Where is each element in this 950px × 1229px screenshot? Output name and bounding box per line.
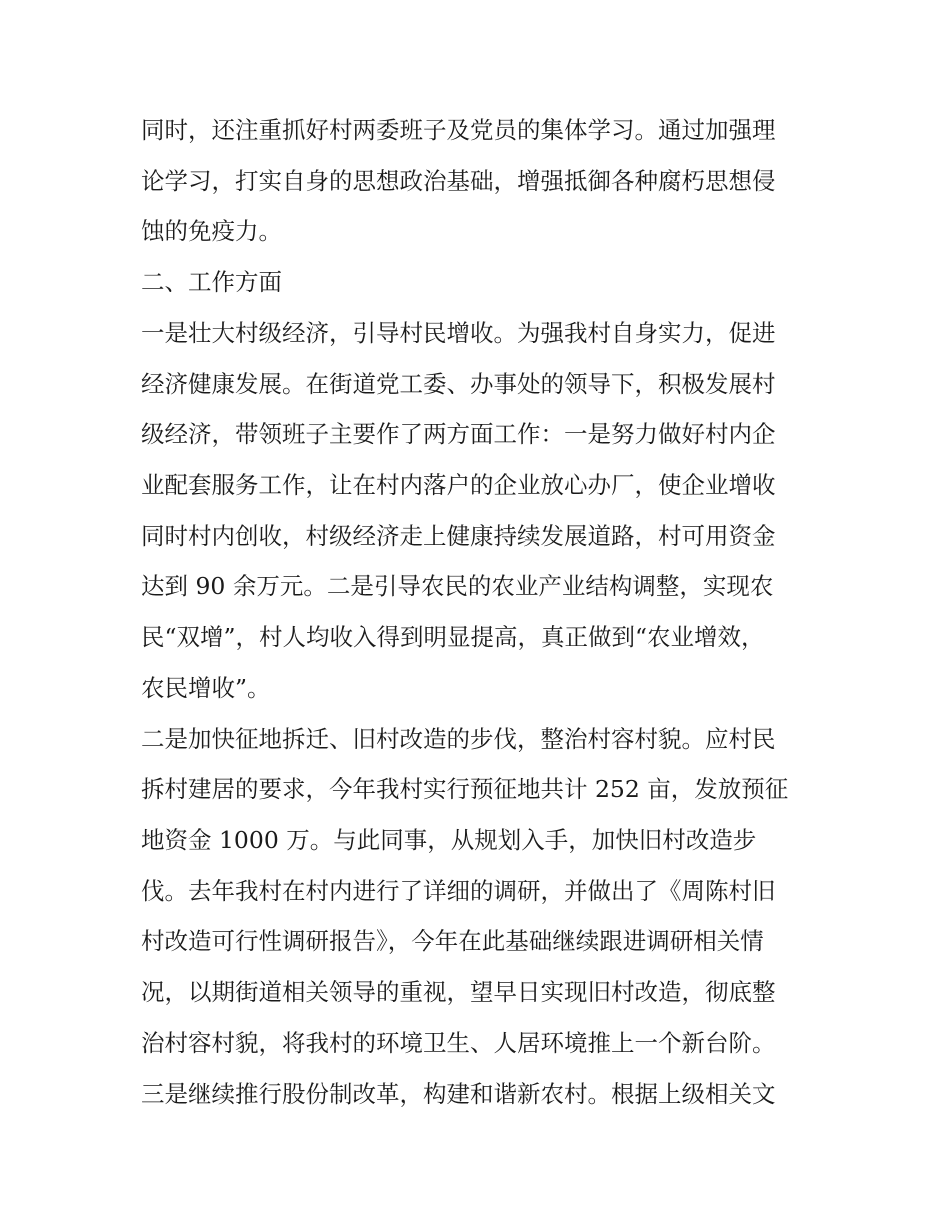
text-line: 经济健康发展。在街道党工委、办事处的领导下，积极发展村 [141, 370, 776, 398]
text-line: 二是加快征地拆迁、旧村改造的步伐，整治村容村貌。应村民 [141, 725, 776, 753]
text-line: 伐。去年我村在村内进行了详细的调研，并做出了《周陈村旧 [141, 877, 776, 905]
text-line: 蚀的免疫力。 [141, 217, 282, 245]
section-heading: 二、工作方面 [141, 268, 282, 296]
text-line: 农民增收”。 [141, 674, 271, 702]
text-line: 村改造可行性调研报告》，今年在此基础继续跟进调研相关情 [141, 927, 764, 955]
text-line: 一是壮大村级经济，引导村民增收。为强我村自身实力，促进 [141, 319, 776, 347]
text-line: 治村容村貌，将我村的环境卫生、人居环境推上一个新台阶。 [141, 1029, 776, 1057]
text-line: 论学习，打实自身的思想政治基础，增强抵御各种腐朽思想侵 [141, 167, 776, 195]
text-line: 级经济，带领班子主要作了两方面工作：一是努力做好村内企 [141, 420, 776, 448]
text-line: 达到 90 余万元。二是引导农民的农业产业结构调整，实现农 [141, 572, 774, 600]
text-line: 况，以期街道相关领导的重视，望早日实现旧村改造，彻底整 [141, 978, 776, 1006]
text-line: 同时，还注重抓好村两委班子及党员的集体学习。通过加强理 [141, 116, 776, 144]
text-line: 三是继续推行股份制改革，构建和谐新农村。根据上级相关文 [141, 1080, 776, 1108]
text-line: 同时村内创收，村级经济走上健康持续发展道路，村可用资金 [141, 522, 776, 550]
text-line: 地资金 1000 万。与此同事，从规划入手，加快旧村改造步 [141, 826, 757, 854]
text-line: 拆村建居的要求，今年我村实行预征地共计 252 亩，发放预征 [141, 775, 789, 803]
text-line: 民“双增”，村人均收入得到明显提高，真正做到“农业增效， [141, 623, 765, 651]
text-line: 业配套服务工作，让在村内落户的企业放心办厂，使企业增收 [141, 471, 776, 499]
